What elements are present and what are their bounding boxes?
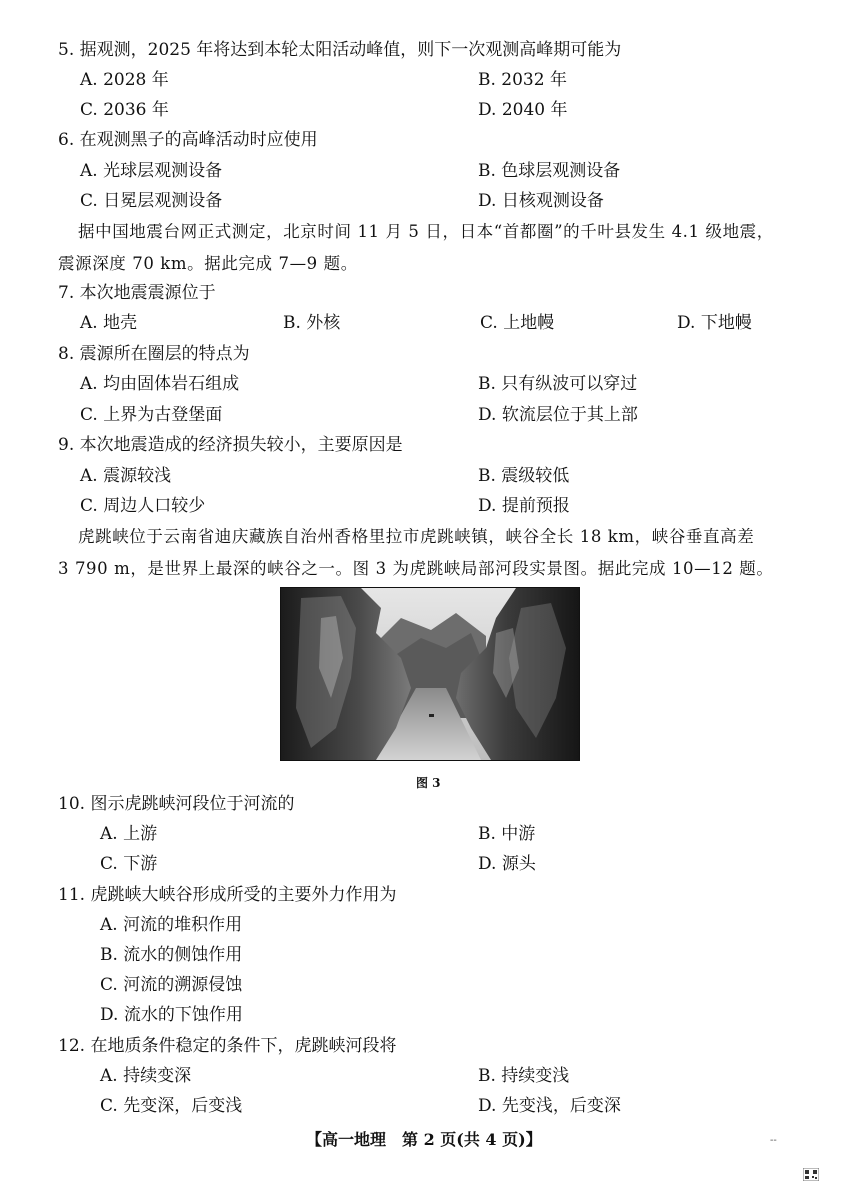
- question-9-option-a: A. 震源较浅: [80, 466, 172, 486]
- question-10-option-d: D. 源头: [478, 854, 536, 874]
- question-11-option-c: C. 河流的溯源侵蚀: [100, 975, 243, 995]
- question-6-option-d: D. 日核观测设备: [478, 191, 604, 211]
- question-12-option-b: B. 持续变浅: [478, 1066, 570, 1086]
- question-8-option-b: B. 只有纵波可以穿过: [478, 374, 638, 394]
- earthquake-passage-line2: 震源深度 70 km。据此完成 7—9 题。: [58, 254, 358, 273]
- question-7-option-d: D. 下地幔: [677, 313, 752, 333]
- question-6-option-a: A. 光球层观测设备: [80, 161, 223, 181]
- question-12-option-a: A. 持续变深: [100, 1066, 192, 1086]
- earthquake-passage-line1: 据中国地震台网正式测定，北京时间 11 月 5 日，日本“首都圈”的千叶县发生 4.1 级地震，: [78, 222, 774, 241]
- question-7-option-c: C. 上地幔: [480, 313, 555, 333]
- question-11-option-b: B. 流水的侧蚀作用: [100, 945, 243, 965]
- question-10-option-a: A. 上游: [100, 824, 158, 844]
- question-9-option-d: D. 提前预报: [478, 496, 570, 516]
- question-5-option-d: D. 2040 年: [478, 100, 568, 120]
- question-6-stem: 6. 在观测黑子的高峰活动时应使用: [58, 130, 318, 150]
- question-9-stem: 9. 本次地震造成的经济损失较小，主要原因是: [58, 435, 403, 455]
- question-9-option-b: B. 震级较低: [478, 466, 570, 486]
- question-7-option-a: A. 地壳: [80, 313, 138, 333]
- question-5-option-c: C. 2036 年: [80, 100, 169, 120]
- figure-caption: 图 3: [416, 776, 441, 790]
- gorge-passage-line2: 3 790 m，是世界上最深的峡谷之一。图 3 为虎跳峡局部河段实景图。据此完成 10—12 题。: [58, 559, 774, 578]
- question-7-option-b: B. 外核: [283, 313, 341, 333]
- question-7-stem: 7. 本次地震震源位于: [58, 283, 216, 303]
- question-8-option-c: C. 上界为古登堡面: [80, 405, 223, 425]
- question-8-option-d: D. 软流层位于其上部: [478, 405, 638, 425]
- question-5-option-a: A. 2028 年: [80, 70, 169, 90]
- question-5-stem: 5. 据观测，2025 年将达到本轮太阳活动峰值，则下一次观测高峰期可能为: [58, 40, 622, 60]
- question-10-stem: 10. 图示虎跳峡河段位于河流的: [58, 794, 295, 814]
- question-5-option-b: B. 2032 年: [478, 70, 567, 90]
- question-12-option-d: D. 先变浅，后变深: [478, 1096, 621, 1116]
- question-12-stem: 12. 在地质条件稳定的条件下，虎跳峡河段将: [58, 1036, 397, 1056]
- question-11-option-a: A. 河流的堆积作用: [100, 915, 243, 935]
- question-10-option-c: C. 下游: [100, 854, 158, 874]
- question-8-option-a: A. 均由固体岩石组成: [80, 374, 240, 394]
- question-8-stem: 8. 震源所在圈层的特点为: [58, 344, 250, 364]
- question-11-stem: 11. 虎跳峡大峡谷形成所受的主要外力作用为: [58, 885, 397, 905]
- page-footer: 【高一地理 第 2 页(共 4 页)】: [306, 1130, 542, 1149]
- question-11-option-d: D. 流水的下蚀作用: [100, 1005, 243, 1025]
- question-6-option-b: B. 色球层观测设备: [478, 161, 621, 181]
- canyon-river-photo: [280, 587, 580, 761]
- question-12-option-c: C. 先变深，后变浅: [100, 1096, 243, 1116]
- question-6-option-c: C. 日冕层观测设备: [80, 191, 223, 211]
- gorge-passage-line1: 虎跳峡位于云南省迪庆藏族自治州香格里拉市虎跳峡镇，峡谷全长 18 km，峡谷垂直高差: [78, 527, 755, 546]
- corner-mark: --: [770, 1135, 777, 1146]
- qr-code-icon: [803, 1168, 819, 1181]
- question-9-option-c: C. 周边人口较少: [80, 496, 206, 516]
- question-10-option-b: B. 中游: [478, 824, 536, 844]
